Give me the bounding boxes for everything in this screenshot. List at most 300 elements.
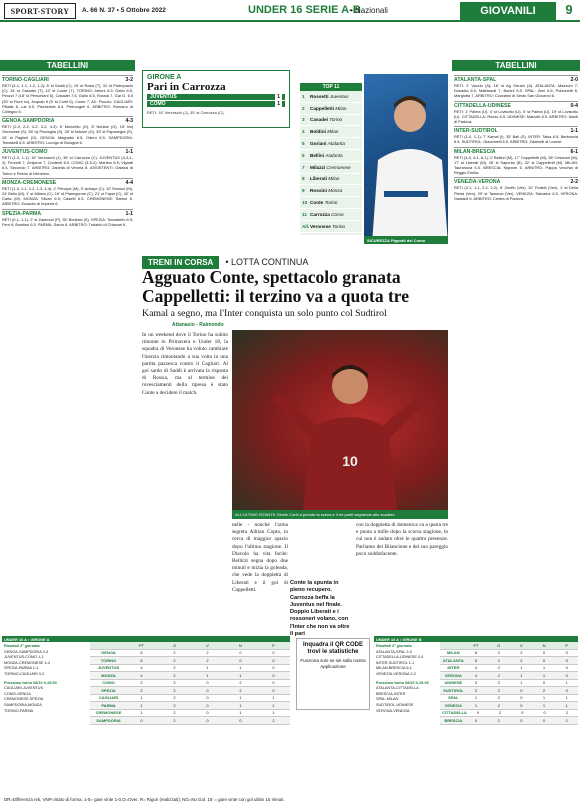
stat-v: 0 xyxy=(206,687,209,693)
stat-pt: 4 xyxy=(474,672,478,678)
stat-g: 2 xyxy=(497,680,500,686)
top11-number: 6 xyxy=(302,152,305,158)
top11-name xyxy=(310,106,360,111)
article-body-continued: con la doppietta di domenica va a quota tre e punta a mille dopo la scorsa stagione, in cui non è andato oltre le quattro presenze. Parliamo del Bilancione e del suo pareggio poco soddisfacente. xyxy=(356,522,448,557)
stat-v: 2 xyxy=(520,650,523,656)
standings-column-header: N xyxy=(542,642,546,648)
player-name: Rossini xyxy=(310,188,327,194)
section-title: UNDER 16 SERIE A-B xyxy=(248,4,361,16)
match-header xyxy=(454,177,578,185)
match-score: 2-0 xyxy=(570,77,578,83)
top11-box xyxy=(300,83,362,235)
player-name: Veronese xyxy=(310,223,331,229)
stat-v: 2 xyxy=(206,657,209,663)
table-header: UNDER 16 A • GIRONE B xyxy=(374,636,578,642)
player-team: Atalanta xyxy=(327,141,345,147)
stat-v: 0 xyxy=(206,710,209,716)
stat-g: 2 xyxy=(497,672,500,678)
match-name[interactable]: MILAN-BRESCIA xyxy=(454,148,496,155)
team-name: PARMA xyxy=(101,702,116,708)
player-team: Juventus xyxy=(329,93,349,99)
match-header xyxy=(2,116,133,124)
headline[interactable]: Agguato Conte, spettacolo granata Cappelletti: il terzino va a quota tre xyxy=(142,267,409,306)
stat-n: 1 xyxy=(239,702,242,708)
stat-n: 2 xyxy=(542,687,546,693)
top11-row[interactable] xyxy=(300,103,362,115)
standings-column-header: V xyxy=(206,642,209,648)
stat-pt: 6 xyxy=(474,657,478,663)
result-item: MILAN-BRESCIA 6-1 xyxy=(376,666,412,671)
player-team: Milan xyxy=(328,176,340,182)
stat-pt: 4 xyxy=(474,665,478,671)
fixture-item: CREMONESE-SPEZIA xyxy=(4,697,44,702)
team-name: SPAL xyxy=(448,695,459,701)
stat-p: 2 xyxy=(565,717,568,723)
stat-n: 0 xyxy=(542,657,546,663)
stat-pt: 0 xyxy=(474,717,478,723)
stat-p: 1 xyxy=(565,702,568,708)
stat-pt: 0 xyxy=(476,710,480,716)
stat-v: 0 xyxy=(520,717,523,723)
stat-n: 2 xyxy=(239,680,242,686)
stat-n: 1 xyxy=(542,665,546,671)
result-item: TORINO-CAGLIARI 3-2 xyxy=(4,671,45,676)
top11-name xyxy=(310,212,360,217)
match-report: RETI: 1' Palma (U), 4' st Lovisotto (U), 5' st Palma (U), 19' st Lovisotto (U). CITTADELLA: Rezzo 6.5. UDINESE: Malcotti 6.5. ARBITRO: Nardi di Padova. xyxy=(454,108,578,125)
girone-row: JUVENTUS 1 xyxy=(147,94,285,100)
stat-n: 0 xyxy=(239,717,242,723)
top11-number: 8 xyxy=(302,176,305,182)
top11-title: TOP 11 xyxy=(300,83,362,91)
stat-v: 0 xyxy=(521,710,524,716)
result-item: VENEZIA-VERONA 2-2 xyxy=(376,671,416,676)
table-row[interactable] xyxy=(90,710,290,718)
match-header xyxy=(454,147,578,155)
team-name: VENEZIA xyxy=(444,702,462,708)
table-row[interactable] xyxy=(440,717,578,725)
top11-row[interactable] xyxy=(300,185,362,197)
table-row[interactable] xyxy=(90,672,290,680)
top11-row[interactable] xyxy=(300,221,362,233)
player-name: Bellini xyxy=(310,152,325,158)
match-header xyxy=(454,75,578,83)
top11-name xyxy=(310,176,360,181)
fixture-item: SUDTIROL-UDINESE xyxy=(376,702,414,707)
top11-number: 4 xyxy=(302,129,305,135)
top11-name xyxy=(310,94,360,99)
stat-pt: 1 xyxy=(140,710,143,716)
top11-row[interactable] xyxy=(300,138,362,150)
stat-p: 2 xyxy=(565,710,568,716)
top11-number: 2 xyxy=(302,105,305,111)
kicker-tag: TRENI IN CORSA xyxy=(142,256,219,269)
match-report: RETI (0-1, 1-1): 2' st Zammuri (P), 35' Bonifaci (S). SPEZIA: Tomasiello 6.5; Ferri 6, Bonifaci 6.5. PARMA: Sarno 6. ARBITRO: Tubaldo di Chiavari 6. xyxy=(2,216,133,227)
fixture-item: BRESCIA-INTER xyxy=(376,691,406,696)
stat-g: 2 xyxy=(173,687,176,693)
player-team: Atalanta xyxy=(325,152,343,158)
stat-n: 1 xyxy=(542,695,546,701)
stat-n: 1 xyxy=(239,695,242,701)
table-row[interactable] xyxy=(440,672,578,680)
girone-box xyxy=(142,70,290,128)
player-team: Como xyxy=(331,211,344,217)
top11-name xyxy=(310,200,360,205)
table-row[interactable] xyxy=(440,665,578,673)
top11-number: 10 xyxy=(302,200,308,206)
table-row[interactable] xyxy=(440,680,578,688)
match-score: 1-1 xyxy=(570,128,578,135)
team-name: CREMONESE xyxy=(95,710,122,716)
section-tag: GIOVANILI xyxy=(460,2,556,20)
right-tabellini-header: TABELLINI xyxy=(452,60,580,71)
stat-pt: 6 xyxy=(474,650,478,656)
match-header xyxy=(2,178,133,186)
girone-row: COMO 1 xyxy=(147,101,285,107)
match-name[interactable]: ATALANTA-SPAL xyxy=(454,77,497,83)
team-name: CITTADELLA xyxy=(442,710,467,716)
byline: Attanasio - Raimondo xyxy=(172,322,224,328)
top11-number: 11 xyxy=(302,211,307,217)
standings-column-header: V xyxy=(520,642,523,648)
stat-n: 0 xyxy=(239,650,242,656)
standings-column-header: P xyxy=(565,642,569,648)
top11-row[interactable] xyxy=(300,197,362,209)
standings-header-row xyxy=(440,642,578,650)
fixture-item: SPAL-MILAN xyxy=(376,697,399,702)
player-name: Goriani xyxy=(310,141,327,147)
match-report: RETI: 2' Vaccio (A), 16' st Ag Gerani (A). ATALANTA: Mazzoni 7; Donadio 6.5, Malfassoli 7, Bonini 6.5. SPAL: Zeni 6.5; Polzonetti 6, Margiotta 7. ARBITRO: Cozzarini di Sesto San Giovanni 6. xyxy=(454,83,578,99)
kicker-text: • LOTTA CONTINUA xyxy=(225,257,309,267)
stat-pt: 0 xyxy=(140,717,143,723)
top11-name xyxy=(310,224,360,229)
stat-g: 2 xyxy=(173,702,176,708)
team-name: SUDTIROL xyxy=(443,687,464,693)
top11-name xyxy=(310,117,360,122)
stat-v: 0 xyxy=(206,702,209,708)
stat-g: 2 xyxy=(499,710,502,716)
stat-p: 1 xyxy=(272,702,275,708)
stat-v: 1 xyxy=(520,665,523,671)
table-row[interactable] xyxy=(90,695,290,703)
table-row[interactable] xyxy=(90,717,290,725)
player-name: Carrozza xyxy=(310,211,330,217)
photo-caption: SICUREZZA Pippotti del Como xyxy=(364,236,448,244)
result-item: GENOA-SAMPDORIA 4-3 xyxy=(4,649,49,654)
standings-column-header: PT xyxy=(138,642,145,648)
stat-n: 0 xyxy=(543,710,546,716)
stat-g: 2 xyxy=(497,695,500,701)
match-report: RETI (1-0, 1-1, 1-2, 1-3, 4-4): 2' Principe (M), 9' Achaye (C), 10' Rossini (M), 24' Bellu (M), 1' st Milano (C), 16' st Pianegonne (C), 21' st Fayei (C), 42' st Carta (M). MONZA: Silvan 6.5; Casetti 6.5. CREMONESE: Sartori 6. ARBITRO: Ecuador di Imperia 6. xyxy=(2,185,133,207)
fixture-item: SAMPDORIA-MONZA xyxy=(4,702,42,707)
stat-v: 1 xyxy=(520,680,523,686)
team-name: ATALANTA xyxy=(442,657,464,663)
top11-number: 7 xyxy=(302,164,305,170)
stat-n: 1 xyxy=(239,665,242,671)
stat-g: 2 xyxy=(173,665,176,671)
standings-table xyxy=(440,642,578,725)
stat-n: 2 xyxy=(239,687,242,693)
stat-p: 0 xyxy=(565,672,568,678)
stat-n: 1 xyxy=(542,702,546,708)
stat-p: 0 xyxy=(272,687,275,693)
top11-row[interactable] xyxy=(300,209,362,221)
top11-name xyxy=(310,153,360,158)
stat-pt: 3 xyxy=(474,680,478,686)
results-list: Risultati 2ª giornata ATALANTA-SPAL 2-0 CITTADELLA-UDINESE 0-4 INTER-SUDTIROL 1-1 MILAN-BRESCIA 6-1 VENEZIA-VERONA 2-2 Prossimo turno 08/10 h.15:00 ATALANTA-CITTADELLA BRESCIA-INTER SPAL-MILAN SUDTIROL-UDINESE VERONA-VENEZIA xyxy=(374,642,440,725)
girone-title: Pari in Carrozza xyxy=(147,81,226,93)
top11-number: 9 xyxy=(302,188,305,194)
result-item: MONZA-CREMONESE 4-4 xyxy=(4,660,50,665)
stat-g: 2 xyxy=(497,687,500,693)
match-score: 2-2 xyxy=(570,179,578,186)
stat-v: 0 xyxy=(206,717,209,723)
fixture-item: TORINO-PARMA xyxy=(4,708,34,713)
table-row[interactable] xyxy=(90,702,290,710)
table-row[interactable] xyxy=(90,680,290,688)
match-name[interactable]: INTER-SUDTIROL xyxy=(454,128,498,135)
team-name: UDINESE xyxy=(444,680,463,686)
stat-v: 0 xyxy=(520,695,523,701)
stat-g: 2 xyxy=(173,717,176,723)
player-team: Cremonese xyxy=(326,164,351,170)
right-tabellini xyxy=(454,73,578,633)
standings-table xyxy=(90,642,290,725)
stat-g: 2 xyxy=(497,665,500,671)
top11-row[interactable] xyxy=(300,162,362,174)
match-name[interactable]: VENEZIA-VERONA xyxy=(454,179,501,186)
match-score: 1-1 xyxy=(125,210,133,217)
match-score: 3-2 xyxy=(125,77,133,83)
result-item: ATALANTA-SPAL 2-0 xyxy=(376,649,412,654)
stat-pt: 2 xyxy=(474,687,478,693)
stat-p: 0 xyxy=(565,665,568,671)
stat-n: 0 xyxy=(542,717,546,723)
team-name: VERONA xyxy=(444,672,462,678)
table-row[interactable] xyxy=(440,687,578,695)
player-name: Cappelletti xyxy=(310,105,334,111)
table-row[interactable] xyxy=(440,710,578,718)
stat-g: 2 xyxy=(497,650,500,656)
girone-note: RETI: 16' Verzaschi (J), 35' st Carrozza (C). xyxy=(147,110,225,115)
pullquote: Conte la spunta in pieno recupero. Carrozza beffa la Juventus nel finale. Doppio Liberati e i rossoneri volano, con l'Inter che non va oltre il pari xyxy=(290,580,350,638)
qr-note: Funziona solo se sei sulla nostra Applicazione xyxy=(300,658,366,669)
section-subtitle: • Nazionali xyxy=(350,6,388,15)
match-name[interactable]: MONZA-CREMONESE xyxy=(2,179,57,186)
stat-v: 0 xyxy=(206,695,209,701)
player-name: Liberati xyxy=(310,176,327,182)
stat-g: 2 xyxy=(173,650,176,656)
stat-p: 1 xyxy=(272,695,275,701)
match-name[interactable]: CITTADELLA-UDINESE xyxy=(454,102,511,109)
match-header xyxy=(2,75,133,83)
result-item: SPEZIA-PARMA 1-1 xyxy=(4,666,39,671)
svg-text:10: 10 xyxy=(342,453,358,469)
stat-p: 0 xyxy=(565,687,568,693)
top11-row[interactable] xyxy=(300,126,362,138)
standings-girone-b xyxy=(374,636,578,794)
stat-p: 0 xyxy=(272,665,275,671)
player-photo-torino xyxy=(232,330,448,518)
top11-name xyxy=(310,141,360,146)
player-team: Torino xyxy=(324,200,338,206)
match-report: RETI (0-1, 1-1, 2-1, 2-2): 8' Zeoffo (Ver), 32' Fratelli (Ven), 1' st Della Pietra (Ven), 20' st Tamanzi (Ver). VENEZIA: Salvador 6.5. VERONA: Gastaldi 6. ARBITRO: Centra di Padova. xyxy=(454,185,578,201)
match-score: 0-4 xyxy=(570,102,578,109)
match-score: 6-1 xyxy=(570,148,578,155)
stat-p: 1 xyxy=(565,695,568,701)
fixture-item: COMO-GENOA xyxy=(4,691,31,696)
table-row[interactable] xyxy=(90,665,290,673)
stat-p: 0 xyxy=(565,650,568,656)
team-name: JUVENTUS xyxy=(97,665,120,671)
stat-v: 0 xyxy=(520,702,523,708)
table-row[interactable] xyxy=(440,702,578,710)
stat-pt: 6 xyxy=(140,657,143,663)
match-score: 1-1 xyxy=(125,149,133,156)
standings-column-header: P xyxy=(272,642,275,648)
top11-name xyxy=(310,165,360,170)
match-name[interactable]: TORINO-CAGLIARI xyxy=(2,77,49,83)
stat-g: 2 xyxy=(497,657,500,663)
qr-subtitle: trovi le statistiche xyxy=(307,649,359,655)
top11-number: 5 xyxy=(302,141,305,147)
match-score: 4-3 xyxy=(125,118,133,125)
stat-n: 0 xyxy=(542,650,546,656)
team-name: GENOA xyxy=(101,650,116,656)
article-body: In un weekend dove il Torino ha subito rimonte in Primavera e Under 18, la squadra di Veronese ha voluto cambiare l'inerzia rimontando a sua volta in una partita pazzesca contro il Cagliari. Al gol sardo di Saddi è arrivata la risposta di Rossia, ma al termine dei rovesciamenti della ripresa è stato Conte a decidere il match. xyxy=(142,332,228,396)
top11-row[interactable] xyxy=(300,150,362,162)
standings-column-header: G xyxy=(497,642,501,648)
match-name[interactable]: GENOA-SAMPDORIA xyxy=(2,118,55,125)
team-name: SAMPDORIA xyxy=(96,717,121,723)
player-team: Torino xyxy=(329,117,343,123)
top11-name xyxy=(310,129,360,134)
table-row[interactable] xyxy=(440,650,578,658)
stat-pt: 2 xyxy=(140,680,143,686)
team-name: MONZA xyxy=(101,672,116,678)
match-report: RETI (2-0, 2-2, 3-2, 3-3, 4-3): 6' Mondello (G), 8' Ndulue (G), 15' Ivoj Genovese (S), 38' Ivj Piscioglia (S), 28' st Ndulue (G), 33' st Papanegra (S), 26' st Pagliuti (G). GENOA: Magnabò 6.5; Odero 6.5. SAMPDORIA: Tomaselli 6.5. ARBITRO: Luongo di Bologna 6. xyxy=(2,124,133,145)
player-name: Casadei xyxy=(310,117,328,123)
stat-n: 0 xyxy=(542,680,546,686)
stat-p: 0 xyxy=(272,657,275,663)
stat-v: 0 xyxy=(520,687,523,693)
stat-p: 2 xyxy=(272,717,275,723)
team-name: MILAN xyxy=(447,650,460,656)
stat-pt: 4 xyxy=(140,665,143,671)
stat-pt: 6 xyxy=(140,650,143,656)
page-number: 9 xyxy=(565,2,573,17)
player-name: Conte xyxy=(310,200,324,206)
top11-row[interactable] xyxy=(300,91,362,103)
article-body-continued: nelle - nonché l'arma segreta Adrian Copta, in cerca di maggior spazio dopo l'ultima stagione. Il Diavolo ha vita facile: Bellirzi segna dopo due minuti e inizia la goleada, che vede la doppietta di Liberati e il gol di Cappelletti. xyxy=(232,522,288,593)
girone-label: GIRONE A xyxy=(147,74,182,81)
top11-row[interactable] xyxy=(300,174,362,186)
match-header xyxy=(454,101,578,109)
team-name: BRESCIA xyxy=(444,717,463,723)
stat-v: 2 xyxy=(520,657,523,663)
player-team: Milan xyxy=(327,129,339,135)
top11-name xyxy=(310,188,360,193)
player-team: Monza xyxy=(328,188,343,194)
photo-caption: ALL'ULTIMO ISTANTE Gioele Conti a prende la scena e il tre punti segnando allo scadere xyxy=(232,510,448,519)
table-row[interactable] xyxy=(90,650,290,658)
stat-p: 0 xyxy=(272,650,275,656)
results-list: Risultati 2ª giornata GENOA-SAMPDORIA 4-3 JUVENTUS-COMO 1-1 MONZA-CREMONESE 4-4 SPEZIA-PARMA 1-1 TORINO-CAGLIARI 3-2 Prossimo turno 08/10 h.15:00 CAGLIARI-JUVENTUS COMO-GENOA CREMONESE-SPEZIA SAMPDORIA-MONZA TORINO-PARMA xyxy=(2,642,90,725)
deck: Kamal a segno, ma l'Inter conquista un solo punto col Sudtirol xyxy=(142,308,387,319)
player-name: Rossetti xyxy=(310,93,329,99)
team-name: CAGLIARI xyxy=(98,695,119,701)
stat-p: 1 xyxy=(272,710,275,716)
stat-pt: 1 xyxy=(474,702,478,708)
table-row[interactable] xyxy=(90,657,290,665)
qr-title: Inquadra il QR CODE xyxy=(302,642,363,648)
fixture-item: VERONA-VENEZIA xyxy=(376,708,410,713)
fixture-item: CAGLIARI-JUVENTUS xyxy=(4,686,44,691)
team-name: COMO xyxy=(102,680,115,686)
stat-g: 2 xyxy=(173,695,176,701)
footer-legend: DR=Differenza reti, VNP=Stato di forma. 1-0= gare vinte 1-0,O=Over. R= Rigori (realizzati); NG=No Gol. 15' = gare vinte con gol ultimi 15 minuti. xyxy=(4,797,285,802)
top11-number: All. xyxy=(302,223,310,229)
standings-column-header: N xyxy=(239,642,242,648)
match-header xyxy=(2,209,133,217)
stat-v: 1 xyxy=(206,672,209,678)
result-item: INTER-SUDTIROL 1-1 xyxy=(376,660,415,665)
stat-pt: 4 xyxy=(140,672,143,678)
table-row[interactable] xyxy=(440,657,578,665)
player-team: Milan xyxy=(335,105,347,111)
stat-v: 2 xyxy=(206,650,209,656)
masthead-logo[interactable]: SPORT-STORY xyxy=(4,3,76,19)
stat-n: 1 xyxy=(239,710,242,716)
player-team: Torino xyxy=(332,223,346,229)
stat-v: 1 xyxy=(520,672,523,678)
celebration-figure-icon xyxy=(232,330,448,518)
issue-info: A. 66 N. 37 • 5 Ottobre 2022 xyxy=(82,7,166,14)
stat-pt: 2 xyxy=(140,687,143,693)
stat-v: 0 xyxy=(206,680,209,686)
match-header xyxy=(454,126,578,134)
top11-row[interactable] xyxy=(300,115,362,127)
stat-n: 1 xyxy=(239,672,242,678)
stat-g: 2 xyxy=(173,680,176,686)
match-score: 4-4 xyxy=(125,179,133,186)
fixture-item: ATALANTA-CITTADELLA xyxy=(376,686,419,691)
stat-p: 1 xyxy=(565,680,568,686)
standings-column-header: G xyxy=(172,642,177,648)
match-name[interactable]: JUVENTUS-COMO xyxy=(2,149,48,156)
stat-n: 1 xyxy=(542,672,546,678)
table-header: UNDER 16 A • GIRONE A xyxy=(2,636,290,642)
top11-number: 1 xyxy=(302,93,305,99)
stat-pt: 1 xyxy=(140,702,143,708)
stat-g: 2 xyxy=(173,672,176,678)
table-row[interactable] xyxy=(90,687,290,695)
table-row[interactable] xyxy=(440,695,578,703)
match-name[interactable]: SPEZIA-PARMA xyxy=(2,210,42,217)
stat-g: 2 xyxy=(173,657,176,663)
stat-g: 2 xyxy=(497,702,500,708)
top11-number: 3 xyxy=(302,117,305,123)
result-item: CITTADELLA-UDINESE 0-4 xyxy=(376,655,424,660)
standings-header-row xyxy=(90,642,290,650)
match-report: RETI (4-0, 4-1, 6-1): 2' Bellirzi (M), 17' Cappelletti (M), 38' Cesaroni (M), 17' st Liberati (M), 28' st Saporito (B), 32' st Cappelletti (M). MILAN: Tauranova 6.5. BRESCIA: Nigrone 6. ARBITRO: Pappa Vecchia di Reggio Emilia. xyxy=(454,154,578,176)
stat-pt: 1 xyxy=(474,695,478,701)
stat-p: 0 xyxy=(565,657,568,663)
player-figure-icon xyxy=(364,74,448,244)
stat-v: 1 xyxy=(206,665,209,671)
stat-g: 2 xyxy=(173,710,176,716)
left-tabellini-header: TABELLINI xyxy=(0,60,135,71)
qr-promo[interactable] xyxy=(296,638,370,710)
